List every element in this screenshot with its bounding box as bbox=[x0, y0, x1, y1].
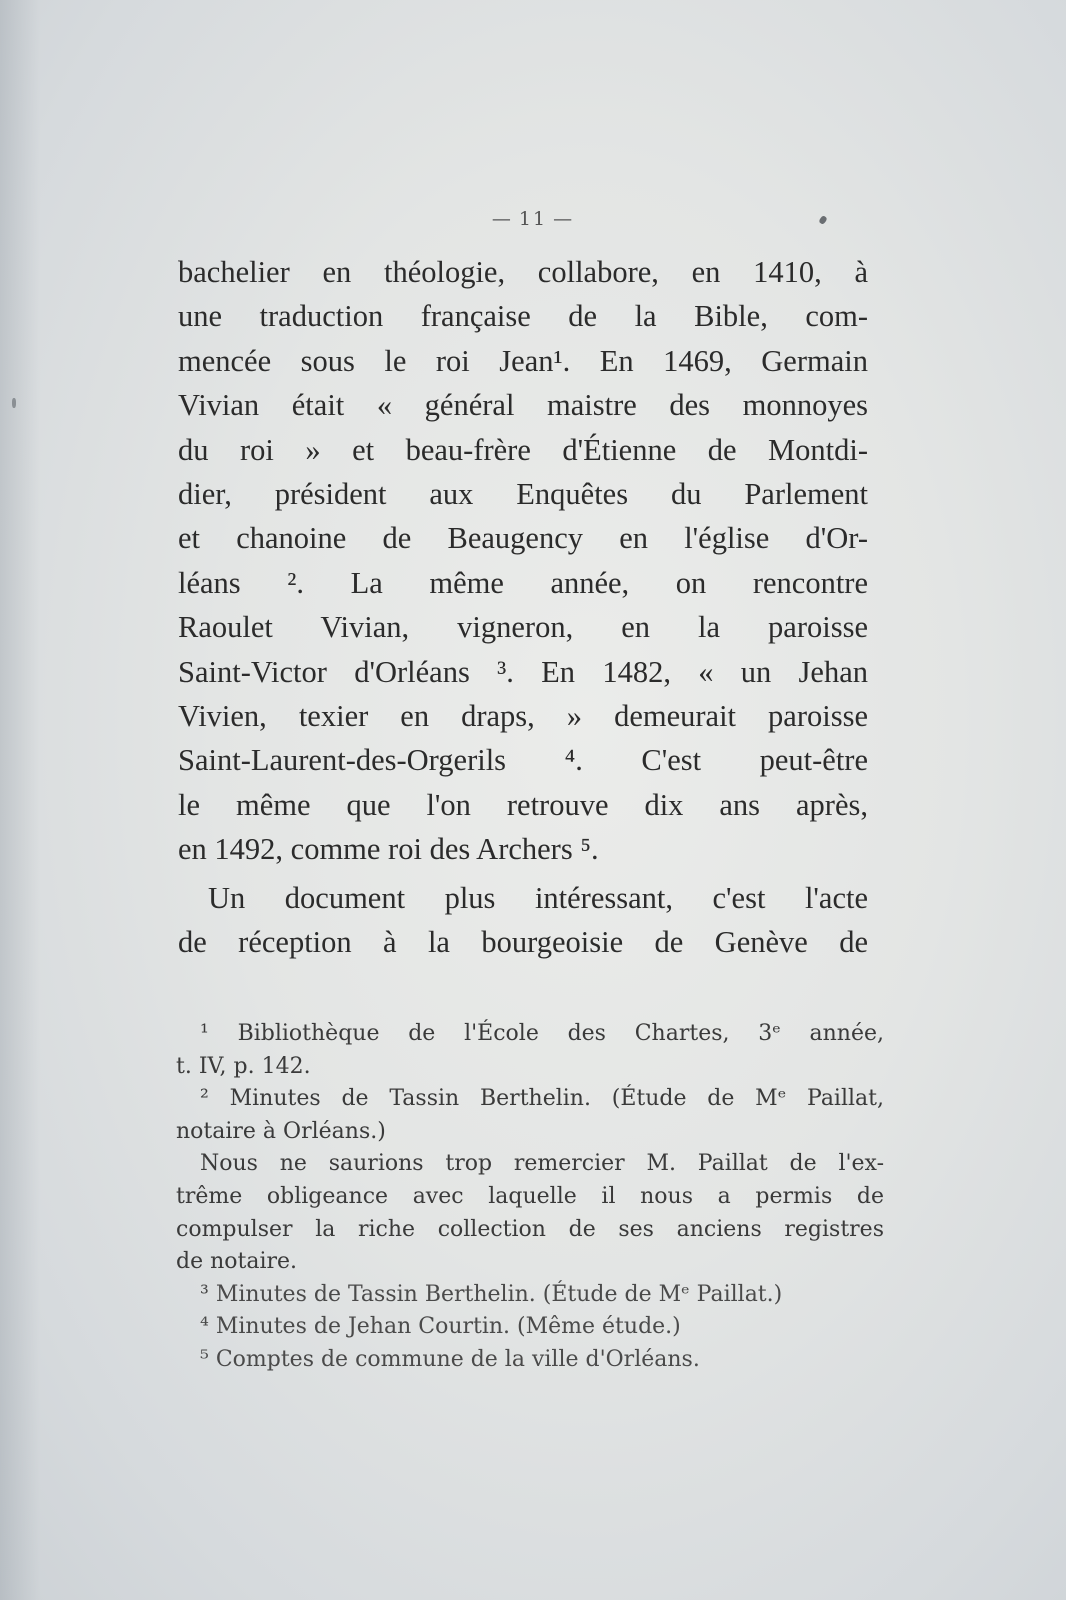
body-line: Vivian était « général maistre des monnoyes bbox=[178, 388, 868, 423]
footnote-line: de notaire. bbox=[176, 1249, 298, 1275]
body-line: Saint-Laurent-des-Orgerils ⁴. C'est peut-être bbox=[178, 743, 868, 778]
footnote-line: trême obligeance avec laquelle il nous a permis de bbox=[176, 1183, 884, 1209]
footnotes bbox=[176, 1018, 884, 1377]
ink-speck bbox=[12, 398, 16, 408]
body-line: dier, président aux Enquêtes du Parlement bbox=[178, 477, 868, 512]
footnote-line: compulser la riche collection de ses anciens registres bbox=[176, 1216, 884, 1242]
footnote-line: ² Minutes de Tassin Berthelin. (Étude de Mᵉ Paillat, bbox=[200, 1086, 884, 1112]
footnote-line: notaire à Orléans.) bbox=[176, 1118, 386, 1144]
body-line: léans ². La même année, on rencontre bbox=[178, 565, 868, 600]
body-line: du roi » et beau-frère d'Étienne de Montdi- bbox=[178, 432, 868, 467]
body-line: mencée sous le roi Jean¹. En 1469, Germain bbox=[178, 343, 868, 378]
body-line: le même que l'on retrouve dix ans après, bbox=[178, 787, 868, 822]
folio-dash-right: — bbox=[553, 208, 575, 230]
body-line: en 1492, comme roi des Archers ⁵. bbox=[178, 832, 599, 867]
body-line: de réception à la bourgeoisie de Genève de bbox=[178, 925, 868, 960]
footnote-line: t. IV, p. 142. bbox=[176, 1053, 311, 1079]
footnote-line: Nous ne saurions trop remercier M. Paillat de l'ex- bbox=[200, 1151, 884, 1177]
footnote-line: ⁵ Comptes de commune de la ville d'Orléans. bbox=[200, 1346, 700, 1372]
body-line: Raoulet Vivian, vigneron, en la paroisse bbox=[178, 610, 868, 645]
footnote-line: ¹ Bibliothèque de l'École des Chartes, 3ᵉ année, bbox=[200, 1021, 884, 1046]
body-line: Saint-Victor d'Orléans ³. En 1482, « un Jehan bbox=[178, 654, 868, 689]
body-line: Vivien, texier en draps, » demeurait paroisse bbox=[178, 699, 868, 734]
body-line-paragraph-start: Un document plus intéressant, c'est l'acte bbox=[208, 880, 868, 915]
footnote-line: ³ Minutes de Tassin Berthelin. (Étude de Mᵉ Paillat.) bbox=[200, 1281, 783, 1307]
folio-dash-left: — bbox=[491, 208, 513, 230]
body-line: une traduction française de la Bible, com- bbox=[178, 299, 868, 334]
footnote-line: ⁴ Minutes de Jehan Courtin. (Même étude.) bbox=[200, 1314, 681, 1340]
body-line: bachelier en théologie, collabore, en 1410, à bbox=[178, 255, 868, 289]
page-number bbox=[0, 208, 1066, 230]
folio-number: 11 bbox=[518, 208, 548, 230]
body-line: et chanoine de Beaugency en l'église d'Or- bbox=[178, 521, 868, 556]
body-text bbox=[178, 250, 868, 965]
